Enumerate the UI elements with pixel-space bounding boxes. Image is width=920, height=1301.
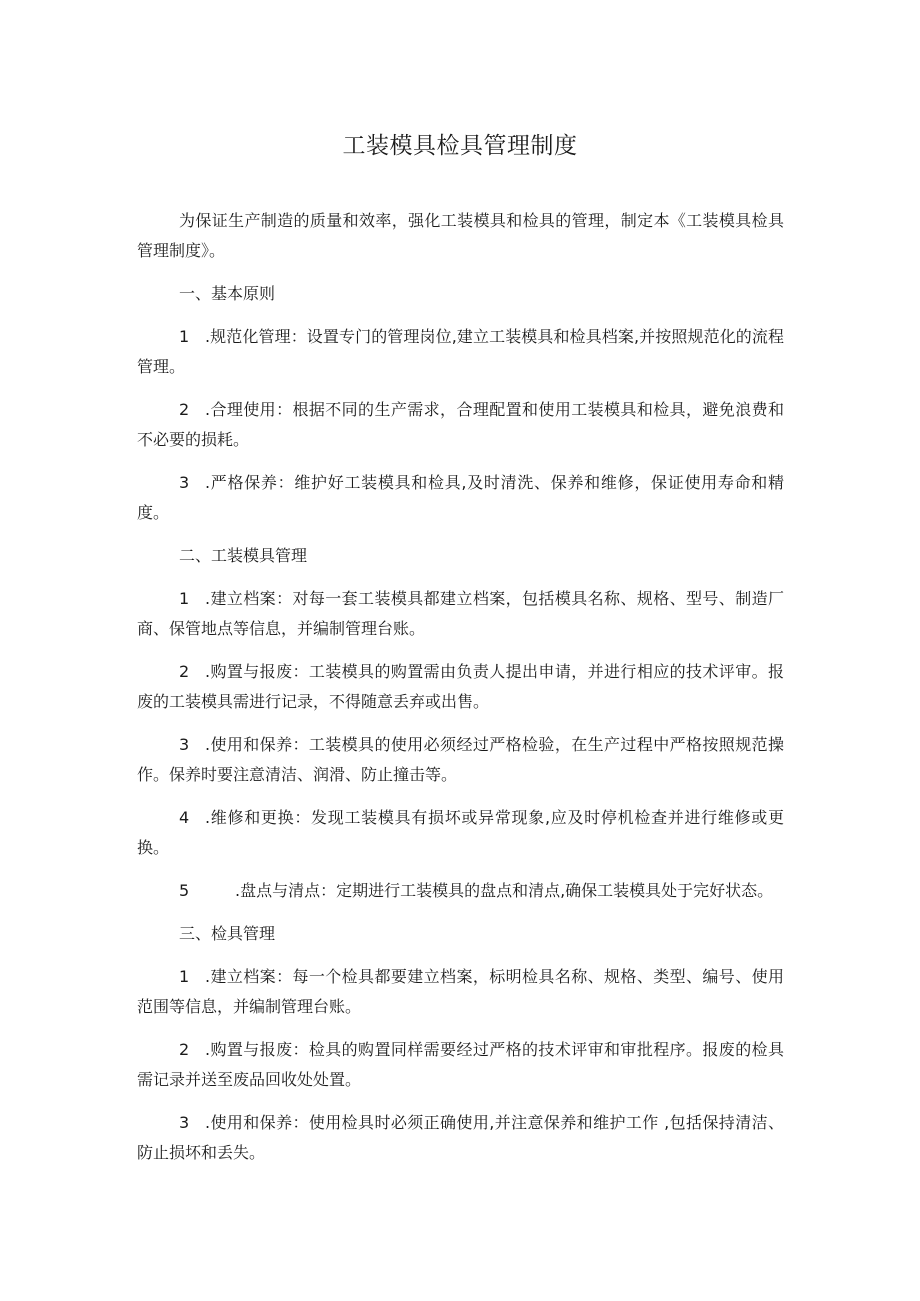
list-item — [137, 322, 784, 382]
list-item — [137, 395, 784, 455]
intro-paragraph: 为保证生产制造的质量和效率，强化工装模具和检具的管理，制定本《工装模具检具管理制度》。 — [137, 211, 784, 260]
item-number: 1 — [179, 327, 190, 346]
item-text: .购置与报废：检具的购置同样需要经过严格的技术评审和审批程序。报废的检具需记录并送至废品回收处处置。 — [137, 1040, 784, 1089]
item-number: 5 — [179, 881, 190, 900]
item-number: 1 — [179, 589, 190, 608]
item-number: 2 — [179, 662, 190, 681]
item-text: .合理使用：根据不同的生产需求，合理配置和使用工装模具和检具，避免浪费和不必要的损耗。 — [137, 400, 784, 449]
list-item — [137, 730, 784, 790]
item-number: 3 — [179, 735, 190, 754]
item-text: .维修和更换：发现工装模具有损坏或异常现象,应及时停机检查并进行维修或更换。 — [137, 808, 784, 857]
document-title: 工装模具检具管理制度 — [342, 133, 578, 159]
item-text: .使用和保养：工装模具的使用必须经过严格检验，在生产过程中严格按照规范操作。保养时要注意清洁、润滑、防止撞击等。 — [137, 735, 784, 784]
document-body — [137, 206, 784, 1181]
item-text: .建立档案：每一个检具都要建立档案，标明检具名称、规格、类型、编号、使用范围等信息，并编制管理台账。 — [137, 967, 784, 1016]
list-item — [137, 1035, 784, 1095]
list-item — [137, 584, 784, 644]
list-item — [137, 803, 784, 863]
item-number: 1 — [179, 967, 190, 986]
section-heading-tooling: 二、工装模具管理 — [179, 546, 308, 565]
item-text: .规范化管理：设置专门的管理岗位,建立工装模具和检具档案,并按照规范化的流程管理。 — [137, 327, 784, 376]
item-number: 3 — [179, 1113, 190, 1132]
list-item — [137, 962, 784, 1022]
list-item — [137, 876, 784, 906]
section-heading-principles: 一、基本原则 — [179, 284, 276, 303]
item-text: .使用和保养：使用检具时必须正确使用,并注意保养和维护工作 ,包括保持清洁、防止损坏和丢失。 — [137, 1113, 784, 1162]
list-item — [137, 657, 784, 717]
item-number: 3 — [179, 473, 190, 492]
item-number: 4 — [179, 808, 190, 827]
item-text: .严格保养：维护好工装模具和检具,及时清洗、保养和维修，保证使用寿命和精度。 — [137, 473, 784, 522]
item-number: 2 — [179, 1040, 190, 1059]
item-text: .盘点与清点：定期进行工装模具的盘点和清点,确保工装模具处于完好状态。 — [235, 881, 774, 900]
section-heading-gauges: 三、检具管理 — [179, 924, 276, 943]
list-item — [137, 468, 784, 528]
item-text: .建立档案：对每一套工装模具都建立档案，包括模具名称、规格、型号、制造厂商、保管地点等信息，并编制管理台账。 — [137, 589, 784, 638]
item-number: 2 — [179, 400, 190, 419]
item-text: .购置与报废：工装模具的购置需由负责人提出申请，并进行相应的技术评审。报废的工装模具需进行记录，不得随意丢弃或出售。 — [137, 662, 784, 711]
list-item — [137, 1108, 784, 1168]
